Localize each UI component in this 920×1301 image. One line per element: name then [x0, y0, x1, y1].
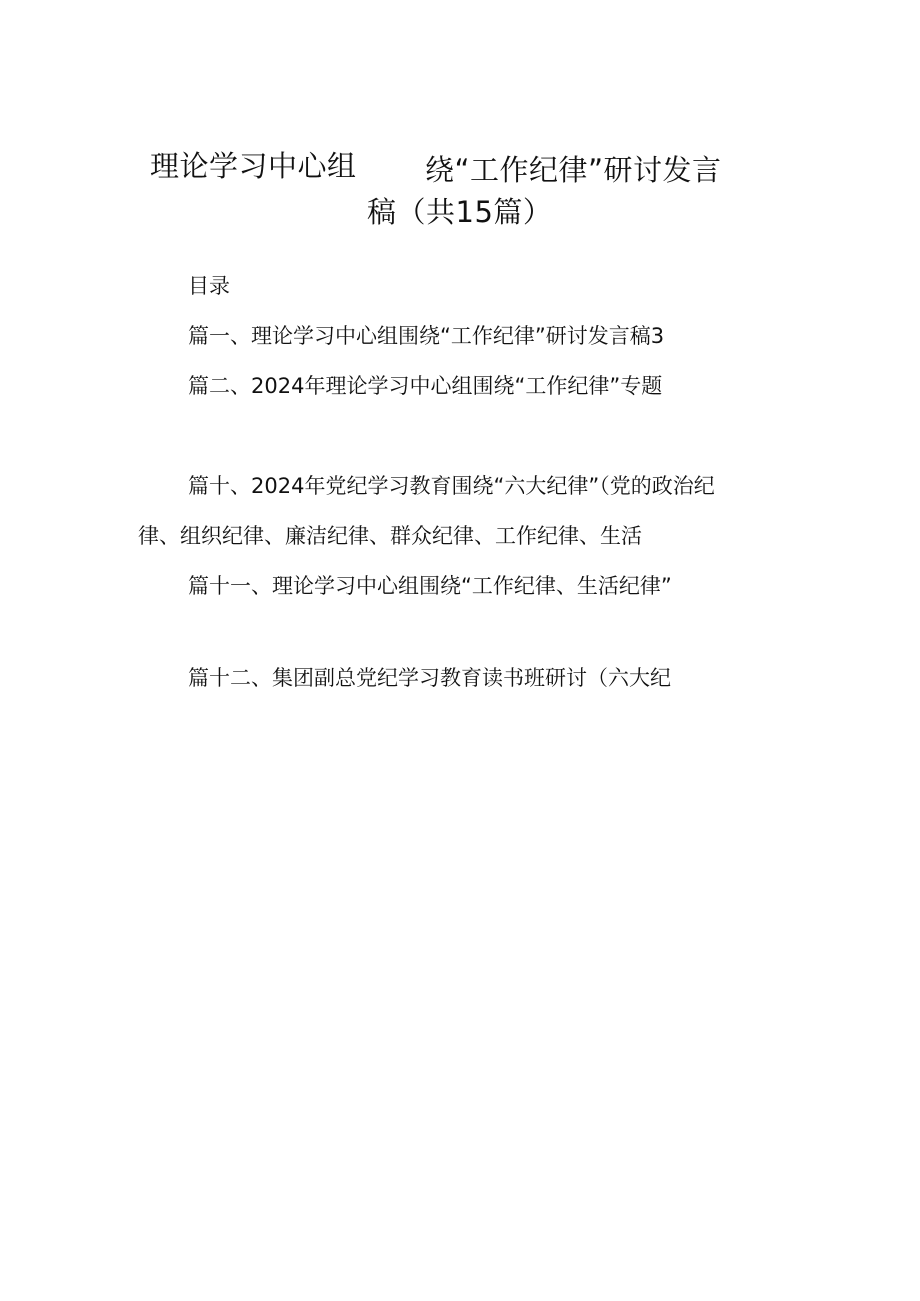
toc-item: 篇十二、集团副总党纪学习教育读书班研讨（六大纪 [188, 666, 671, 690]
document-title-line2: 稿（共15篇） [367, 195, 553, 229]
toc-item: 篇一、理论学习中心组围绕“工作纪律”研讨发言稿3 [188, 324, 665, 348]
toc-item-continuation: 律、组织纪律、廉洁纪律、群众纪律、工作纪律、生活 [138, 524, 642, 548]
toc-item: 篇二、2024年理论学习中心组围绕“工作纪律”专题 [188, 374, 663, 398]
document-title-part1: 理论学习中心组 [150, 149, 357, 183]
toc-heading: 目录 [188, 274, 230, 298]
toc-item: 篇十、2024年党纪学习教育围绕“六大纪律”（党的政治纪 [188, 474, 715, 498]
document-title-part2: 绕“工作纪律”研讨发言 [425, 153, 722, 187]
toc-item: 篇十一、理论学习中心组围绕“工作纪律、生活纪律” [188, 574, 672, 598]
